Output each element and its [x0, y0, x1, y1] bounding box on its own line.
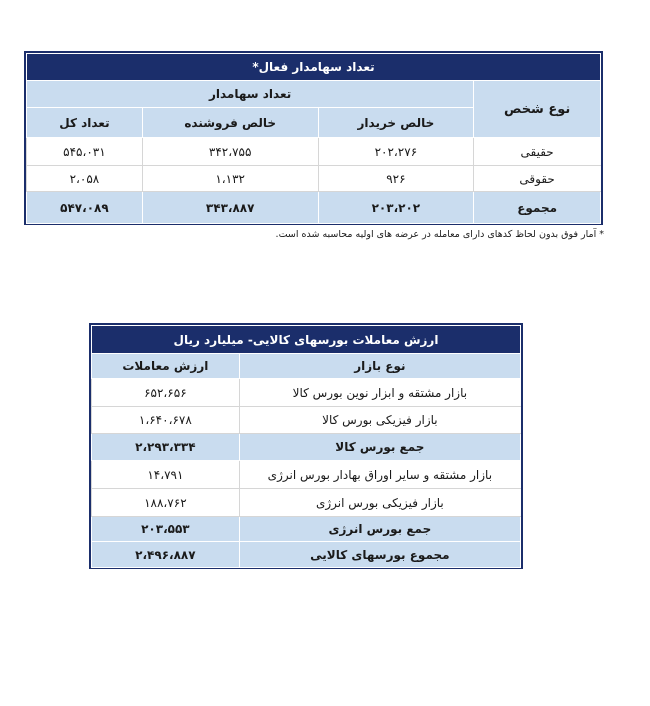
cell-market: بازار مشتقه و سایر اوراق بهادار بورس انرژی [239, 461, 520, 489]
table-row [27, 138, 601, 166]
cell-market: جمع بورس انرژی [239, 517, 520, 542]
shareholders-grid [26, 53, 601, 224]
header-net-seller: خالص فروشنده [142, 108, 318, 138]
cell-person-type: حقیقی [474, 138, 601, 166]
table-row [92, 379, 521, 407]
commodity-grid [91, 325, 521, 568]
total-row [92, 542, 521, 568]
cell-net-seller: ۳۴۲،۷۵۵ [142, 138, 318, 166]
subtotal-row [92, 434, 521, 461]
cell-value: ۱۸۸،۷۶۲ [92, 489, 240, 517]
header-market-type: نوع بازار [239, 354, 520, 379]
cell-sum-buyer: ۲۰۳،۲۰۲ [318, 192, 474, 224]
cell-net-seller: ۱،۱۳۲ [142, 166, 318, 192]
table-title: ارزش معاملات بورسهای کالایی- میلیارد ریال [92, 326, 521, 354]
cell-person-type: حقوقی [474, 166, 601, 192]
cell-total: ۵۴۵،۰۳۱ [27, 138, 143, 166]
cell-market: مجموع بورسهای کالایی [239, 542, 520, 568]
cell-sum-total: ۵۴۷،۰۸۹ [27, 192, 143, 224]
subtotal-row [92, 517, 521, 542]
table-row [27, 166, 601, 192]
footnote: * آمار فوق بدون لحاظ کدهای دارای معامله در عرضه های اولیه محاسبه شده است. [275, 229, 604, 240]
cell-net-buyer: ۲۰۲،۲۷۶ [318, 138, 474, 166]
cell-net-buyer: ۹۲۶ [318, 166, 474, 192]
cell-value: ۱۴،۷۹۱ [92, 461, 240, 489]
cell-market: جمع بورس کالا [239, 434, 520, 461]
table-title: تعداد سهامدار فعال* [27, 54, 601, 81]
cell-value: ۱،۶۴۰،۶۷۸ [92, 407, 240, 434]
header-person-type: نوع شخص [474, 81, 601, 138]
cell-value: ۲،۴۹۶،۸۸۷ [92, 542, 240, 568]
cell-market: بازار فیزیکی بورس کالا [239, 407, 520, 434]
header-total: تعداد کل [27, 108, 143, 138]
table-row [92, 489, 521, 517]
sum-row [27, 192, 601, 224]
cell-value: ۲،۲۹۳،۳۳۴ [92, 434, 240, 461]
cell-sum-label: مجموع [474, 192, 601, 224]
cell-market: بازار مشتقه و ابزار نوین بورس کالا [239, 379, 520, 407]
cell-market: بازار فیزیکی بورس انرژی [239, 489, 520, 517]
commodity-trade-table [89, 323, 523, 569]
table-row [92, 461, 521, 489]
header-trade-value: ارزش معاملات [92, 354, 240, 379]
shareholders-table [24, 51, 603, 225]
cell-value: ۲۰۳،۵۵۳ [92, 517, 240, 542]
table-row [92, 407, 521, 434]
header-net-buyer: خالص خریدار [318, 108, 474, 138]
header-shareholders-count: تعداد سهامدار [27, 81, 474, 108]
cell-value: ۶۵۲،۶۵۶ [92, 379, 240, 407]
cell-total: ۲،۰۵۸ [27, 166, 143, 192]
cell-sum-seller: ۳۴۳،۸۸۷ [142, 192, 318, 224]
